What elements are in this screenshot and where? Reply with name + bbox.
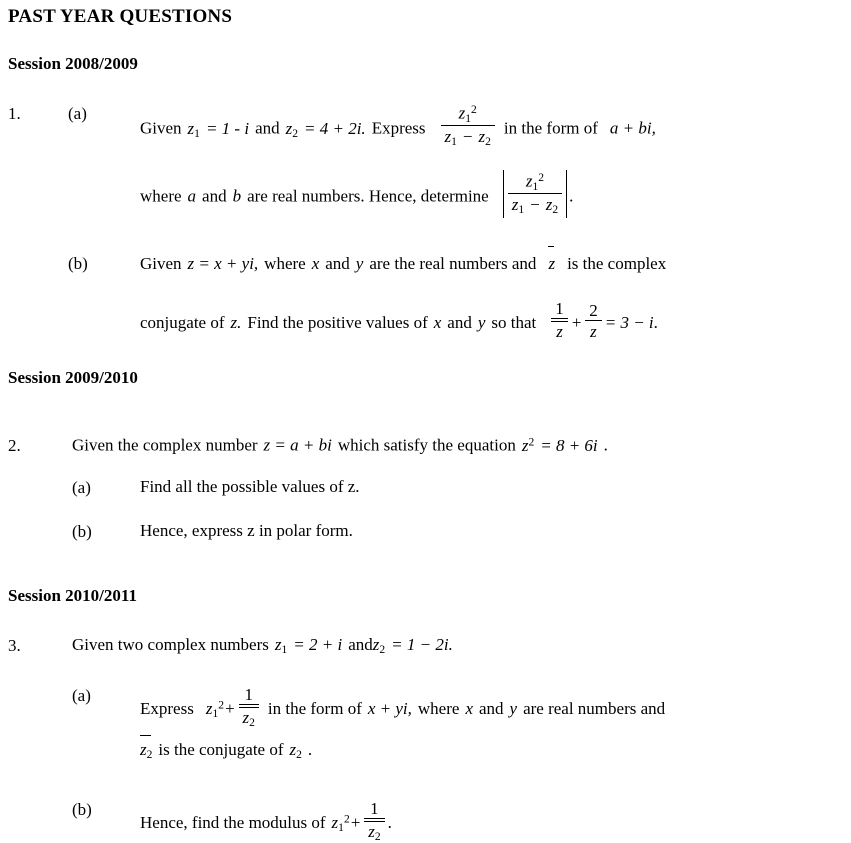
question-3-stem [72, 636, 453, 656]
q3a-z1-squared: $z_1^2$ [205, 698, 225, 721]
q1b-frac1-denominator: z [551, 321, 568, 340]
question-2-stem [72, 436, 608, 454]
question-2b-text: Hence, express z in polar form. [140, 521, 353, 540]
q1a-fraction-z1sq-over-z1-minus-z2 [441, 104, 495, 148]
q3a-line2-period: . [307, 740, 313, 759]
q1a-modulus-numerator: $z_1^2$ [508, 172, 562, 194]
q3a-where-word: where [417, 699, 460, 719]
q1a-modulus-fraction [508, 172, 562, 216]
question-2a-label: (a) [72, 478, 91, 497]
q1a-line2-period: . [569, 186, 574, 206]
q1b-and-word-2: and [447, 313, 472, 333]
q1b-equation-rhs: = 3 − i [604, 313, 654, 333]
q1a-given-word: Given [140, 118, 182, 138]
question-1a-line1 [140, 104, 656, 148]
q1a-z2-symbol: z [285, 118, 293, 138]
q2-given-words: Given the complex number [72, 435, 258, 455]
q1b-where-word: where [264, 254, 306, 273]
q3-given-words: Given two complex numbers [72, 635, 269, 654]
q1b-given-word: Given [140, 254, 182, 273]
question-1a-line2 [140, 170, 573, 218]
q3a-express-word: Express [140, 699, 194, 719]
q3b-frac-numerator: 1 [364, 800, 384, 819]
q2-equation: $z^2 = 8 + 6i$ [521, 435, 598, 455]
q1b-findvalues-words: Find the positive values of [247, 313, 428, 333]
question-1b-line2 [140, 300, 658, 340]
question-3b-line1 [140, 800, 392, 843]
session-heading-2010-2011: Session 2010/2011 [8, 586, 137, 605]
q3a-z2-symbol: $z_2$ [289, 740, 302, 762]
q1b-frac2-denominator: z [590, 322, 597, 341]
q1a-fraction-numerator: $z_1^2$ [441, 104, 495, 126]
q3a-var-x: x [465, 699, 473, 719]
question-3b-label: (b) [72, 800, 92, 819]
q1b-fraction-1-over-zbar [551, 300, 568, 340]
q1a-inform-words: in the form of [503, 118, 598, 138]
q1b-plus-operator: + [570, 313, 583, 333]
question-1b-line1 [140, 254, 666, 273]
q3-z1-definition: $z_1 = 2 + i$ [274, 635, 343, 657]
question-3a-line2 [140, 740, 312, 761]
q1a-express-word: Express [371, 118, 426, 138]
q3a-conjugate-words: is the conjugate of [158, 740, 284, 759]
q1b-of-z: z. [230, 313, 242, 333]
q1b-var-y-2: y [477, 313, 486, 333]
question-number-1: 1. [8, 104, 21, 123]
q1b-frac2-numerator: 2 [585, 302, 602, 321]
q1a-and-word: and [255, 118, 280, 138]
q1b-conjugate-word: conjugate of [140, 313, 225, 333]
q3a-frac-numerator: 1 [239, 686, 259, 705]
q1b-z-conjugate-symbol: z [548, 254, 556, 273]
q1a-z1-value: = 1 - i [205, 118, 250, 138]
q2-stem-period: . [603, 435, 608, 455]
q1b-var-y: y [355, 254, 364, 273]
q1a-modulus-denominator: $z_1 - z_2$ [511, 195, 559, 217]
question-number-2: 2. [8, 436, 21, 455]
session-heading-2009-2010: Session 2009/2010 [8, 368, 138, 387]
question-number-3: 3. [8, 636, 21, 655]
q1a-fraction-denominator: $z_1 - z_2$ [444, 127, 491, 149]
q3a-z2-conjugate-symbol: $z_2$ [140, 740, 153, 762]
q3a-realnumbers-words: are real numbers and [523, 699, 666, 719]
q2-satisfy-words: which satisfy the equation [337, 435, 516, 455]
question-2b-label: (b) [72, 522, 92, 541]
q1b-complex-words: is the complex [567, 254, 667, 273]
q1b-sothat-words: so that [491, 313, 537, 333]
question-3a-line1 [140, 686, 665, 729]
q3a-var-y: y [509, 699, 518, 719]
q1a-determine-words: are real numbers. Hence, determine [247, 186, 489, 206]
q1a-z2-value: = 4 + 2i. [304, 118, 366, 138]
q3b-plus-operator: + [349, 813, 362, 833]
q3b-z1-squared: $z_1^2$ [331, 812, 350, 835]
q1a-z1-subscript: 1 [194, 126, 200, 140]
q1a-form-expression: a + bi, [609, 118, 656, 138]
q1a-z1-symbol: z [187, 118, 195, 138]
q1a-var-a: a [187, 186, 197, 206]
q3a-frac-denominator: $z_2$ [239, 707, 259, 729]
q3b-modulus-words: Hence, find the modulus of [140, 813, 326, 833]
q3a-form-expression: x + yi, [367, 699, 412, 719]
q3b-frac-denominator: $z_2$ [364, 821, 384, 843]
q1a-z2-subscript: 2 [292, 126, 299, 140]
question-1b-label: (b) [68, 254, 88, 273]
q1a-where-word: where [140, 186, 182, 206]
q1a-modulus-expression [503, 170, 567, 218]
q1b-line2-period: . [653, 313, 658, 333]
q3b-line1-period: . [387, 813, 392, 833]
question-1a-label: (a) [68, 104, 87, 123]
session-heading-2008-2009: Session 2008/2009 [8, 54, 138, 73]
q3a-inform-words: in the form of [267, 699, 362, 719]
q3-and-word: and [348, 635, 373, 654]
q1a-and-word-2: and [202, 186, 227, 206]
question-2a-text: Find all the possible values of z. [140, 477, 360, 496]
q1b-realnumbers-words: are the real numbers and [369, 254, 537, 273]
q1b-frac1-numerator: 1 [551, 300, 568, 319]
q1b-fraction-2-over-z [585, 302, 602, 340]
q3b-fraction-1-over-z2bar [364, 800, 384, 843]
q2-z-definition: z = a + bi [263, 435, 332, 455]
q3-z2-definition: $z_2 = 1 - 2i$. [372, 635, 453, 657]
q1b-z-definition: z = x + yi, [187, 254, 259, 273]
q3a-plus-operator: + [224, 699, 236, 719]
question-3a-label: (a) [72, 686, 91, 705]
page-title: PAST YEAR QUESTIONS [8, 6, 233, 27]
q3a-and-word: and [478, 699, 504, 719]
q1b-var-x: x [311, 254, 320, 273]
q1a-var-b: b [232, 186, 242, 206]
q3a-fraction-1-over-z2bar [239, 686, 259, 729]
q1b-var-x-2: x [433, 313, 442, 333]
q1b-and-word: and [325, 254, 350, 273]
